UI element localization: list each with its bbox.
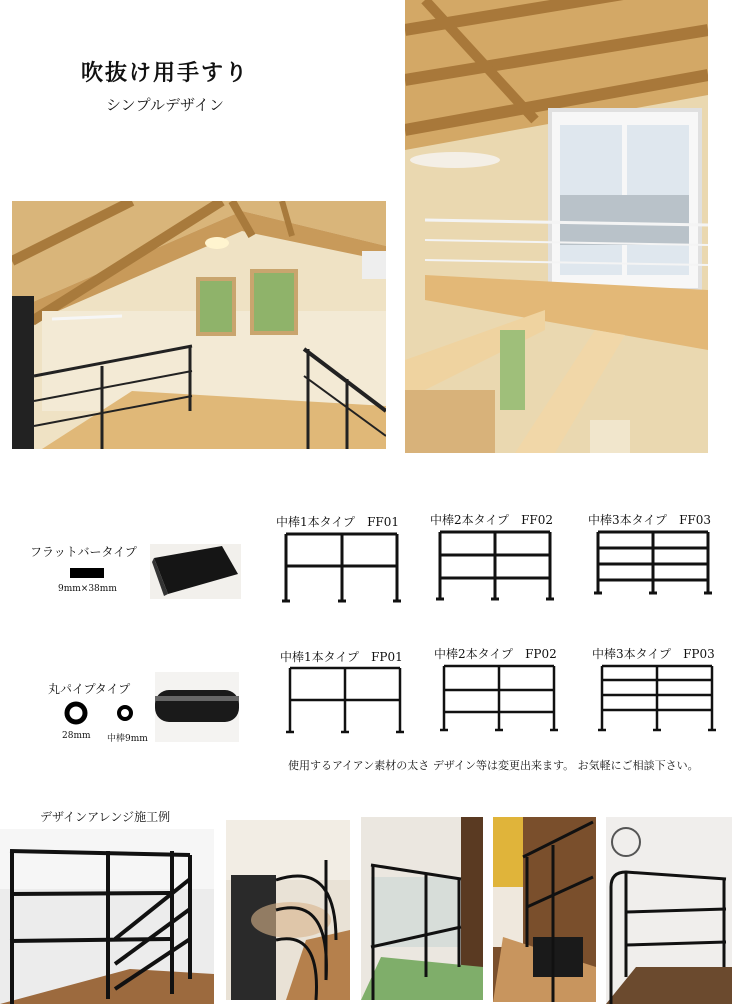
sample-photo-1: [0, 829, 214, 1004]
page-title: 吹抜け用手すり: [80, 60, 249, 86]
pipe-28mm-icon: [62, 700, 92, 726]
sample-photo-4: [493, 817, 596, 1002]
stairwell-photo: [405, 0, 708, 453]
sample-photo-2: [226, 820, 350, 1000]
round-pipe-photo: [155, 672, 239, 742]
flat-bar-label: フラットバータイプ: [30, 545, 137, 559]
sample-photo-5: [606, 817, 732, 1004]
flat-bar-section-icon: [70, 568, 104, 578]
ff02-diagram: [434, 528, 559, 603]
flat-bar-photo: [150, 544, 241, 599]
ff03-diagram: [592, 528, 717, 603]
ff01-label: 中棒1本タイプ FF01: [276, 515, 399, 529]
fp03-label: 中棒3本タイプ FP03: [592, 647, 715, 661]
loft-photo: [12, 201, 386, 449]
pipe-main-size: 28mm: [62, 731, 91, 741]
ff03-label: 中棒3本タイプ FF03: [588, 513, 711, 527]
fp01-label: 中棒1本タイプ FP01: [280, 650, 403, 664]
ff02-label: 中棒2本タイプ FF02: [430, 513, 553, 527]
sample-photo-3: [361, 817, 483, 1000]
fp03-diagram: [596, 662, 721, 737]
fp02-diagram: [438, 662, 563, 737]
pipe-9mm-icon: [114, 703, 136, 723]
ff01-diagram: [280, 530, 405, 605]
round-pipe-label: 丸パイプタイプ: [48, 682, 131, 696]
page-subtitle: シンプルデザイン: [106, 96, 224, 114]
pipe-mid-size: 中棒9mm: [107, 734, 148, 744]
fp01-diagram: [284, 664, 409, 739]
design-note: 使用するアイアン素材の太さ デザイン等は変更出来ます。 お気軽にご相談下さい。: [288, 759, 699, 772]
fp02-label: 中棒2本タイプ FP02: [434, 647, 557, 661]
flat-bar-size: 9mm×38mm: [58, 584, 117, 594]
samples-label: デザインアレンジ施工例: [40, 810, 171, 824]
